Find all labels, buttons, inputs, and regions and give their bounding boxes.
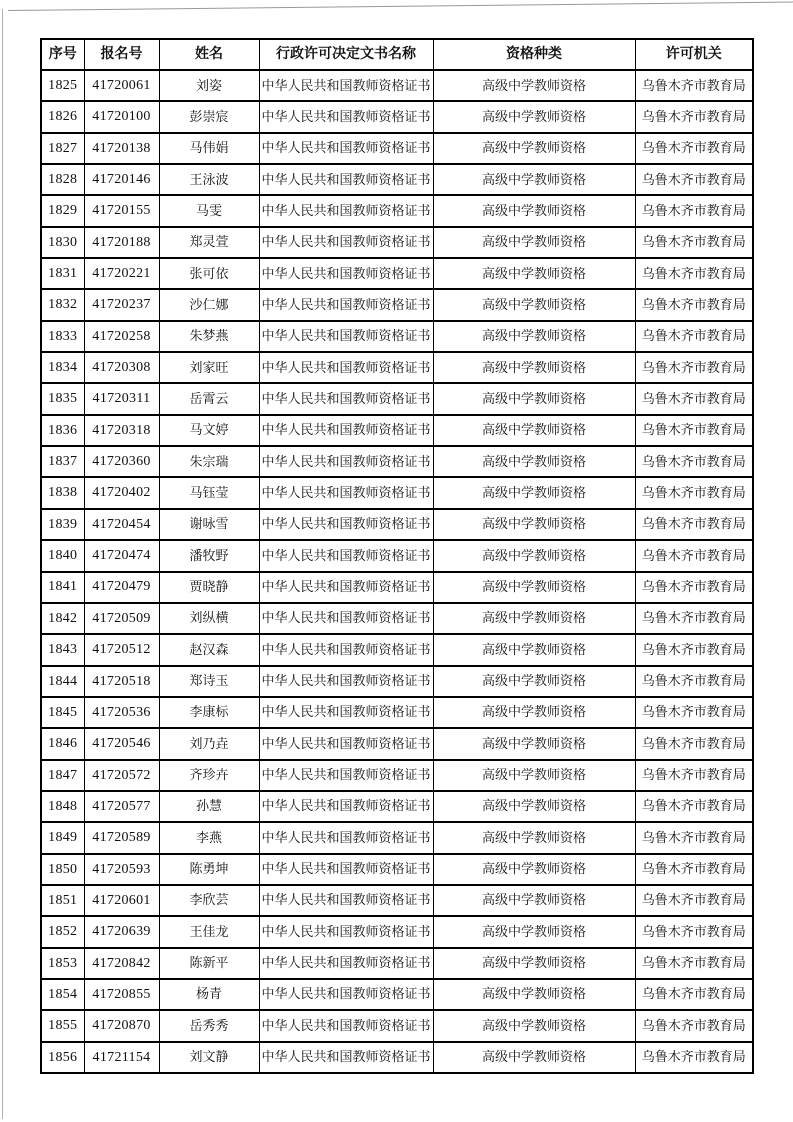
cell-regno: 41720601 — [84, 885, 159, 916]
cell-name: 谢咏雪 — [159, 509, 259, 540]
table-row — [41, 446, 753, 477]
cell-regno: 41720870 — [84, 1010, 159, 1041]
cell-regno: 41720855 — [84, 979, 159, 1010]
cell-serial: 1832 — [41, 289, 84, 320]
header-row — [41, 39, 753, 70]
cell-name: 刘姿 — [159, 70, 259, 101]
cell-regno: 41720138 — [84, 133, 159, 164]
table-row — [41, 258, 753, 289]
cell-document-name: 中华人民共和国教师资格证书 — [259, 415, 433, 446]
cell-authority: 乌鲁木齐市教育局 — [635, 258, 753, 289]
cell-serial: 1829 — [41, 195, 84, 226]
table-row — [41, 697, 753, 728]
cell-serial: 1830 — [41, 227, 84, 258]
cell-document-name: 中华人民共和国教师资格证书 — [259, 509, 433, 540]
cell-regno: 41720146 — [84, 164, 159, 195]
cell-regno: 41720546 — [84, 728, 159, 759]
cell-document-name: 中华人民共和国教师资格证书 — [259, 164, 433, 195]
cell-qual-type: 高级中学教师资格 — [433, 289, 635, 320]
cell-qual-type: 高级中学教师资格 — [433, 1010, 635, 1041]
cell-regno: 41720479 — [84, 572, 159, 603]
cell-qual-type: 高级中学教师资格 — [433, 885, 635, 916]
cell-qual-type: 高级中学教师资格 — [433, 164, 635, 195]
table-row — [41, 164, 753, 195]
cell-name: 岳霄云 — [159, 383, 259, 414]
cell-regno: 41720155 — [84, 195, 159, 226]
cell-serial: 1839 — [41, 509, 84, 540]
column-header-regno: 报名号 — [84, 39, 159, 70]
cell-document-name: 中华人民共和国教师资格证书 — [259, 1042, 433, 1073]
cell-serial: 1831 — [41, 258, 84, 289]
cell-name: 马伟娟 — [159, 133, 259, 164]
cell-authority: 乌鲁木齐市教育局 — [635, 352, 753, 383]
cell-authority: 乌鲁木齐市教育局 — [635, 916, 753, 947]
cell-authority: 乌鲁木齐市教育局 — [635, 446, 753, 477]
scan-edge-line-top — [8, 1, 793, 11]
cell-name: 王泳波 — [159, 164, 259, 195]
cell-document-name: 中华人民共和国教师资格证书 — [259, 321, 433, 352]
cell-authority: 乌鲁木齐市教育局 — [635, 321, 753, 352]
cell-serial: 1846 — [41, 728, 84, 759]
cell-regno: 41720842 — [84, 948, 159, 979]
cell-regno: 41720454 — [84, 509, 159, 540]
table-row — [41, 477, 753, 508]
cell-authority: 乌鲁木齐市教育局 — [635, 666, 753, 697]
cell-name: 刘纵横 — [159, 603, 259, 634]
cell-regno: 41720589 — [84, 822, 159, 853]
cell-document-name: 中华人民共和国教师资格证书 — [259, 728, 433, 759]
table-row — [41, 383, 753, 414]
cell-serial: 1834 — [41, 352, 84, 383]
cell-name: 刘家旺 — [159, 352, 259, 383]
cell-authority: 乌鲁木齐市教育局 — [635, 164, 753, 195]
table-row — [41, 509, 753, 540]
cell-qual-type: 高级中学教师资格 — [433, 133, 635, 164]
cell-name: 岳秀秀 — [159, 1010, 259, 1041]
table-row — [41, 195, 753, 226]
cell-regno: 41720536 — [84, 697, 159, 728]
cell-serial: 1826 — [41, 101, 84, 132]
table-row — [41, 133, 753, 164]
cell-qual-type: 高级中学教师资格 — [433, 70, 635, 101]
cell-qual-type: 高级中学教师资格 — [433, 509, 635, 540]
cell-name: 李康标 — [159, 697, 259, 728]
cell-authority: 乌鲁木齐市教育局 — [635, 133, 753, 164]
cell-authority: 乌鲁木齐市教育局 — [635, 822, 753, 853]
cell-qual-type: 高级中学教师资格 — [433, 383, 635, 414]
cell-qual-type: 高级中学教师资格 — [433, 415, 635, 446]
cell-qual-type: 高级中学教师资格 — [433, 101, 635, 132]
cell-authority: 乌鲁木齐市教育局 — [635, 509, 753, 540]
cell-qual-type: 高级中学教师资格 — [433, 352, 635, 383]
cell-regno: 41720577 — [84, 791, 159, 822]
cell-regno: 41720188 — [84, 227, 159, 258]
cell-name: 马雯 — [159, 195, 259, 226]
cell-document-name: 中华人民共和国教师资格证书 — [259, 760, 433, 791]
cell-serial: 1828 — [41, 164, 84, 195]
cell-name: 刘文静 — [159, 1042, 259, 1073]
cell-qual-type: 高级中学教师资格 — [433, 446, 635, 477]
cell-authority: 乌鲁木齐市教育局 — [635, 1010, 753, 1041]
cell-serial: 1856 — [41, 1042, 84, 1073]
table-row — [41, 227, 753, 258]
column-header-authority: 许可机关 — [635, 39, 753, 70]
cell-serial: 1854 — [41, 979, 84, 1010]
cell-authority: 乌鲁木齐市教育局 — [635, 1042, 753, 1073]
cell-name: 李燕 — [159, 822, 259, 853]
cell-serial: 1851 — [41, 885, 84, 916]
cell-regno: 41720512 — [84, 634, 159, 665]
table-row — [41, 634, 753, 665]
cell-authority: 乌鲁木齐市教育局 — [635, 634, 753, 665]
cell-regno: 41720311 — [84, 383, 159, 414]
table-row — [41, 822, 753, 853]
cell-authority: 乌鲁木齐市教育局 — [635, 979, 753, 1010]
cell-document-name: 中华人民共和国教师资格证书 — [259, 477, 433, 508]
cell-qual-type: 高级中学教师资格 — [433, 948, 635, 979]
cell-document-name: 中华人民共和国教师资格证书 — [259, 854, 433, 885]
cell-document-name: 中华人民共和国教师资格证书 — [259, 1010, 433, 1041]
cell-regno: 41720402 — [84, 477, 159, 508]
cell-authority: 乌鲁木齐市教育局 — [635, 101, 753, 132]
cell-document-name: 中华人民共和国教师资格证书 — [259, 258, 433, 289]
cell-document-name: 中华人民共和国教师资格证书 — [259, 791, 433, 822]
cell-regno: 41720593 — [84, 854, 159, 885]
table-row — [41, 321, 753, 352]
cell-serial: 1842 — [41, 603, 84, 634]
table-row — [41, 728, 753, 759]
cell-document-name: 中华人民共和国教师资格证书 — [259, 289, 433, 320]
cell-authority: 乌鲁木齐市教育局 — [635, 540, 753, 571]
cell-qual-type: 高级中学教师资格 — [433, 634, 635, 665]
cell-serial: 1827 — [41, 133, 84, 164]
cell-qual-type: 高级中学教师资格 — [433, 321, 635, 352]
cell-name: 李欣芸 — [159, 885, 259, 916]
cell-qual-type: 高级中学教师资格 — [433, 916, 635, 947]
column-header-qual-type: 资格种类 — [433, 39, 635, 70]
cell-authority: 乌鲁木齐市教育局 — [635, 603, 753, 634]
cell-qual-type: 高级中学教师资格 — [433, 979, 635, 1010]
table-row — [41, 791, 753, 822]
cell-regno: 41720308 — [84, 352, 159, 383]
cell-qual-type: 高级中学教师资格 — [433, 1042, 635, 1073]
cell-document-name: 中华人民共和国教师资格证书 — [259, 885, 433, 916]
cell-regno: 41720509 — [84, 603, 159, 634]
cell-authority: 乌鲁木齐市教育局 — [635, 415, 753, 446]
cell-document-name: 中华人民共和国教师资格证书 — [259, 822, 433, 853]
cell-authority: 乌鲁木齐市教育局 — [635, 477, 753, 508]
table-row — [41, 415, 753, 446]
table-row — [41, 540, 753, 571]
table-row — [41, 760, 753, 791]
cell-serial: 1845 — [41, 697, 84, 728]
cell-document-name: 中华人民共和国教师资格证书 — [259, 603, 433, 634]
cell-name: 朱梦燕 — [159, 321, 259, 352]
cell-serial: 1849 — [41, 822, 84, 853]
cell-qual-type: 高级中学教师资格 — [433, 791, 635, 822]
cell-serial: 1838 — [41, 477, 84, 508]
cell-regno: 41720258 — [84, 321, 159, 352]
column-header-serial: 序号 — [41, 39, 84, 70]
cell-name: 彭崇宸 — [159, 101, 259, 132]
cell-name: 孙慧 — [159, 791, 259, 822]
cell-regno: 41720061 — [84, 70, 159, 101]
table-row — [41, 854, 753, 885]
cell-regno: 41721154 — [84, 1042, 159, 1073]
cell-name: 马文婷 — [159, 415, 259, 446]
cell-regno: 41720360 — [84, 446, 159, 477]
cell-name: 郑灵萱 — [159, 227, 259, 258]
cell-name: 陈勇坤 — [159, 854, 259, 885]
cell-regno: 41720474 — [84, 540, 159, 571]
column-header-name: 姓名 — [159, 39, 259, 70]
cell-name: 杨青 — [159, 979, 259, 1010]
cell-authority: 乌鲁木齐市教育局 — [635, 572, 753, 603]
cell-authority: 乌鲁木齐市教育局 — [635, 383, 753, 414]
cell-name: 刘乃垚 — [159, 728, 259, 759]
cell-regno: 41720518 — [84, 666, 159, 697]
cell-name: 王佳龙 — [159, 916, 259, 947]
cell-qual-type: 高级中学教师资格 — [433, 854, 635, 885]
cell-name: 张可依 — [159, 258, 259, 289]
cell-document-name: 中华人民共和国教师资格证书 — [259, 697, 433, 728]
cell-serial: 1847 — [41, 760, 84, 791]
table-row — [41, 916, 753, 947]
cell-qual-type: 高级中学教师资格 — [433, 728, 635, 759]
cell-authority: 乌鲁木齐市教育局 — [635, 195, 753, 226]
cell-qual-type: 高级中学教师资格 — [433, 195, 635, 226]
cell-serial: 1836 — [41, 415, 84, 446]
table-row — [41, 1042, 753, 1073]
cell-qual-type: 高级中学教师资格 — [433, 540, 635, 571]
cell-document-name: 中华人民共和国教师资格证书 — [259, 227, 433, 258]
cell-regno: 41720639 — [84, 916, 159, 947]
table-row — [41, 572, 753, 603]
scan-edge-line-left — [2, 9, 3, 1119]
cell-name: 潘牧野 — [159, 540, 259, 571]
table-row — [41, 885, 753, 916]
cell-document-name: 中华人民共和国教师资格证书 — [259, 948, 433, 979]
cell-serial: 1844 — [41, 666, 84, 697]
cell-authority: 乌鲁木齐市教育局 — [635, 227, 753, 258]
cell-regno: 41720100 — [84, 101, 159, 132]
cell-document-name: 中华人民共和国教师资格证书 — [259, 634, 433, 665]
cell-serial: 1825 — [41, 70, 84, 101]
cell-authority: 乌鲁木齐市教育局 — [635, 854, 753, 885]
cell-regno: 41720572 — [84, 760, 159, 791]
table-row — [41, 979, 753, 1010]
column-header-document-name: 行政许可决定文书名称 — [259, 39, 433, 70]
cell-qual-type: 高级中学教师资格 — [433, 760, 635, 791]
cell-document-name: 中华人民共和国教师资格证书 — [259, 446, 433, 477]
cell-serial: 1852 — [41, 916, 84, 947]
cell-document-name: 中华人民共和国教师资格证书 — [259, 133, 433, 164]
cell-document-name: 中华人民共和国教师资格证书 — [259, 383, 433, 414]
cell-document-name: 中华人民共和国教师资格证书 — [259, 666, 433, 697]
cell-regno: 41720318 — [84, 415, 159, 446]
cell-document-name: 中华人民共和国教师资格证书 — [259, 352, 433, 383]
table-row — [41, 948, 753, 979]
cell-name: 陈新平 — [159, 948, 259, 979]
cell-authority: 乌鲁木齐市教育局 — [635, 885, 753, 916]
table-row — [41, 352, 753, 383]
table-row — [41, 603, 753, 634]
cell-document-name: 中华人民共和国教师资格证书 — [259, 979, 433, 1010]
cell-name: 马钰莹 — [159, 477, 259, 508]
cell-regno: 41720237 — [84, 289, 159, 320]
cell-qual-type: 高级中学教师资格 — [433, 572, 635, 603]
cell-qual-type: 高级中学教师资格 — [433, 666, 635, 697]
license-table — [40, 38, 754, 1074]
table-body — [41, 70, 753, 1073]
cell-serial: 1833 — [41, 321, 84, 352]
cell-serial: 1850 — [41, 854, 84, 885]
cell-authority: 乌鲁木齐市教育局 — [635, 697, 753, 728]
cell-document-name: 中华人民共和国教师资格证书 — [259, 540, 433, 571]
table-row — [41, 70, 753, 101]
cell-name: 郑诗玉 — [159, 666, 259, 697]
table-row — [41, 1010, 753, 1041]
cell-serial: 1841 — [41, 572, 84, 603]
cell-serial: 1853 — [41, 948, 84, 979]
cell-authority: 乌鲁木齐市教育局 — [635, 948, 753, 979]
cell-serial: 1848 — [41, 791, 84, 822]
cell-qual-type: 高级中学教师资格 — [433, 603, 635, 634]
table-row — [41, 666, 753, 697]
cell-name: 齐珍卉 — [159, 760, 259, 791]
cell-document-name: 中华人民共和国教师资格证书 — [259, 101, 433, 132]
cell-name: 朱宗瑞 — [159, 446, 259, 477]
cell-qual-type: 高级中学教师资格 — [433, 227, 635, 258]
cell-authority: 乌鲁木齐市教育局 — [635, 791, 753, 822]
cell-regno: 41720221 — [84, 258, 159, 289]
cell-qual-type: 高级中学教师资格 — [433, 477, 635, 508]
cell-authority: 乌鲁木齐市教育局 — [635, 760, 753, 791]
cell-document-name: 中华人民共和国教师资格证书 — [259, 916, 433, 947]
cell-document-name: 中华人民共和国教师资格证书 — [259, 70, 433, 101]
cell-document-name: 中华人民共和国教师资格证书 — [259, 572, 433, 603]
cell-qual-type: 高级中学教师资格 — [433, 822, 635, 853]
cell-serial: 1843 — [41, 634, 84, 665]
cell-authority: 乌鲁木齐市教育局 — [635, 289, 753, 320]
cell-authority: 乌鲁木齐市教育局 — [635, 728, 753, 759]
table-row — [41, 289, 753, 320]
cell-serial: 1837 — [41, 446, 84, 477]
cell-document-name: 中华人民共和国教师资格证书 — [259, 195, 433, 226]
cell-name: 沙仁娜 — [159, 289, 259, 320]
table-row — [41, 101, 753, 132]
cell-authority: 乌鲁木齐市教育局 — [635, 70, 753, 101]
cell-serial: 1840 — [41, 540, 84, 571]
cell-qual-type: 高级中学教师资格 — [433, 697, 635, 728]
cell-serial: 1855 — [41, 1010, 84, 1041]
cell-serial: 1835 — [41, 383, 84, 414]
cell-name: 贾晓静 — [159, 572, 259, 603]
cell-qual-type: 高级中学教师资格 — [433, 258, 635, 289]
cell-name: 赵汉森 — [159, 634, 259, 665]
